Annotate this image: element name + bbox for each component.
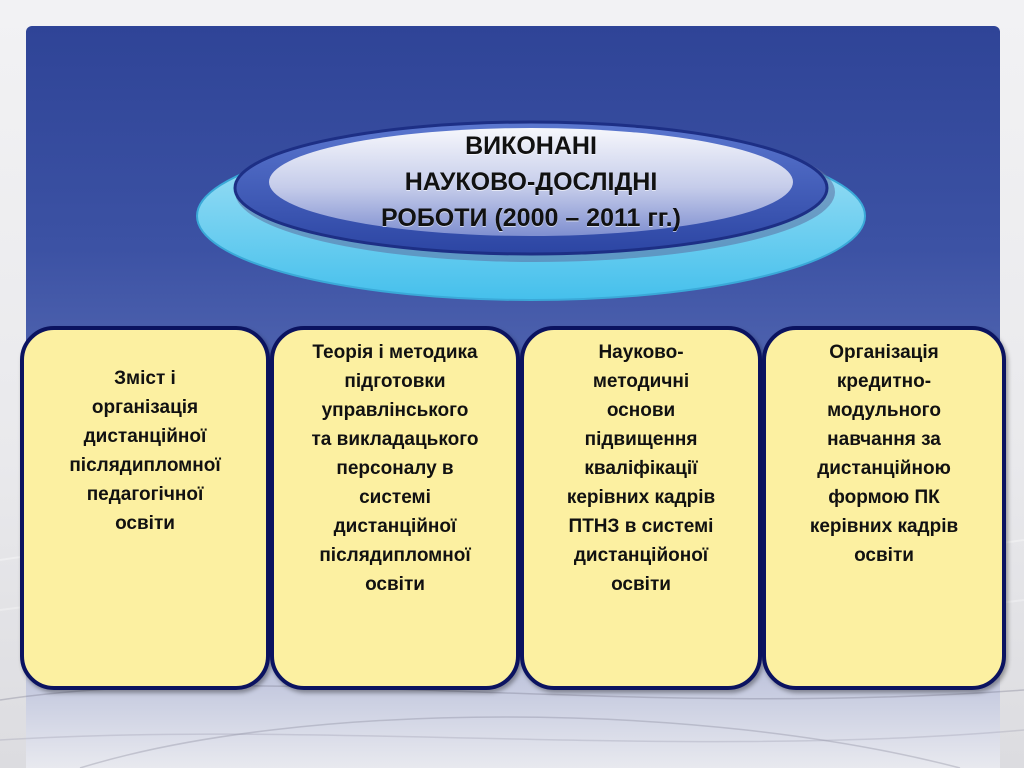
box-text-line: персоналу в: [336, 458, 454, 479]
box-text-line: формою ПК: [828, 487, 940, 508]
title-ellipse: [195, 118, 867, 303]
box-text-line: модульного: [827, 400, 941, 421]
box-text-line: підвищення: [584, 429, 698, 450]
box-text-line: освіти: [854, 545, 914, 566]
research-box-3: [520, 326, 762, 690]
box-text-line: Зміст і: [114, 368, 176, 389]
box-text-line: Теорія і методика: [312, 342, 478, 363]
box-text-line: педагогічної: [86, 484, 204, 505]
title-line-2: НАУКОВО-ДОСЛІДНІ: [404, 168, 658, 196]
box-text-line: управлінського: [321, 400, 469, 421]
research-box-2: [270, 326, 520, 690]
box-text-line: навчання за: [827, 429, 941, 450]
box-text-line: дистанційоної: [573, 545, 709, 566]
box-text-line: підготовки: [344, 371, 446, 392]
box-text-line: методичні: [592, 371, 690, 392]
box-text-line: дистанційною: [817, 458, 951, 479]
box-text-line: основи: [606, 400, 676, 421]
research-box-1: [20, 326, 270, 690]
box-text-line: організація: [91, 397, 199, 418]
box-text-line: керівних кадрів: [809, 516, 959, 537]
research-box-4: [762, 326, 1006, 690]
box-text-line: кваліфікації: [584, 458, 698, 479]
box-text-line: післядипломної: [69, 455, 221, 476]
box-text-line: керівних кадрів: [566, 487, 716, 508]
box-text-line: післядипломної: [319, 545, 471, 566]
box-text-line: Науково-: [598, 342, 684, 363]
box-text-line: дистанційної: [333, 516, 457, 537]
box-text-line: та викладацького: [311, 429, 479, 450]
box-text-line: освіти: [365, 574, 425, 595]
box-text-line: ПТНЗ в системі: [568, 516, 714, 537]
title-line-3: РОБОТИ (2000 – 2011 гг.): [381, 204, 681, 232]
box-text-line: кредитно-: [836, 371, 932, 392]
box-text-line: освіти: [611, 574, 671, 595]
box-text-line: освіти: [115, 513, 175, 534]
page-title: [295, 128, 767, 236]
box-text-line: Організація: [829, 342, 939, 363]
title-line-1: ВИКОНАНІ: [465, 132, 597, 160]
box-text-line: дистанційної: [83, 426, 207, 447]
box-text-line: системі: [359, 487, 431, 508]
